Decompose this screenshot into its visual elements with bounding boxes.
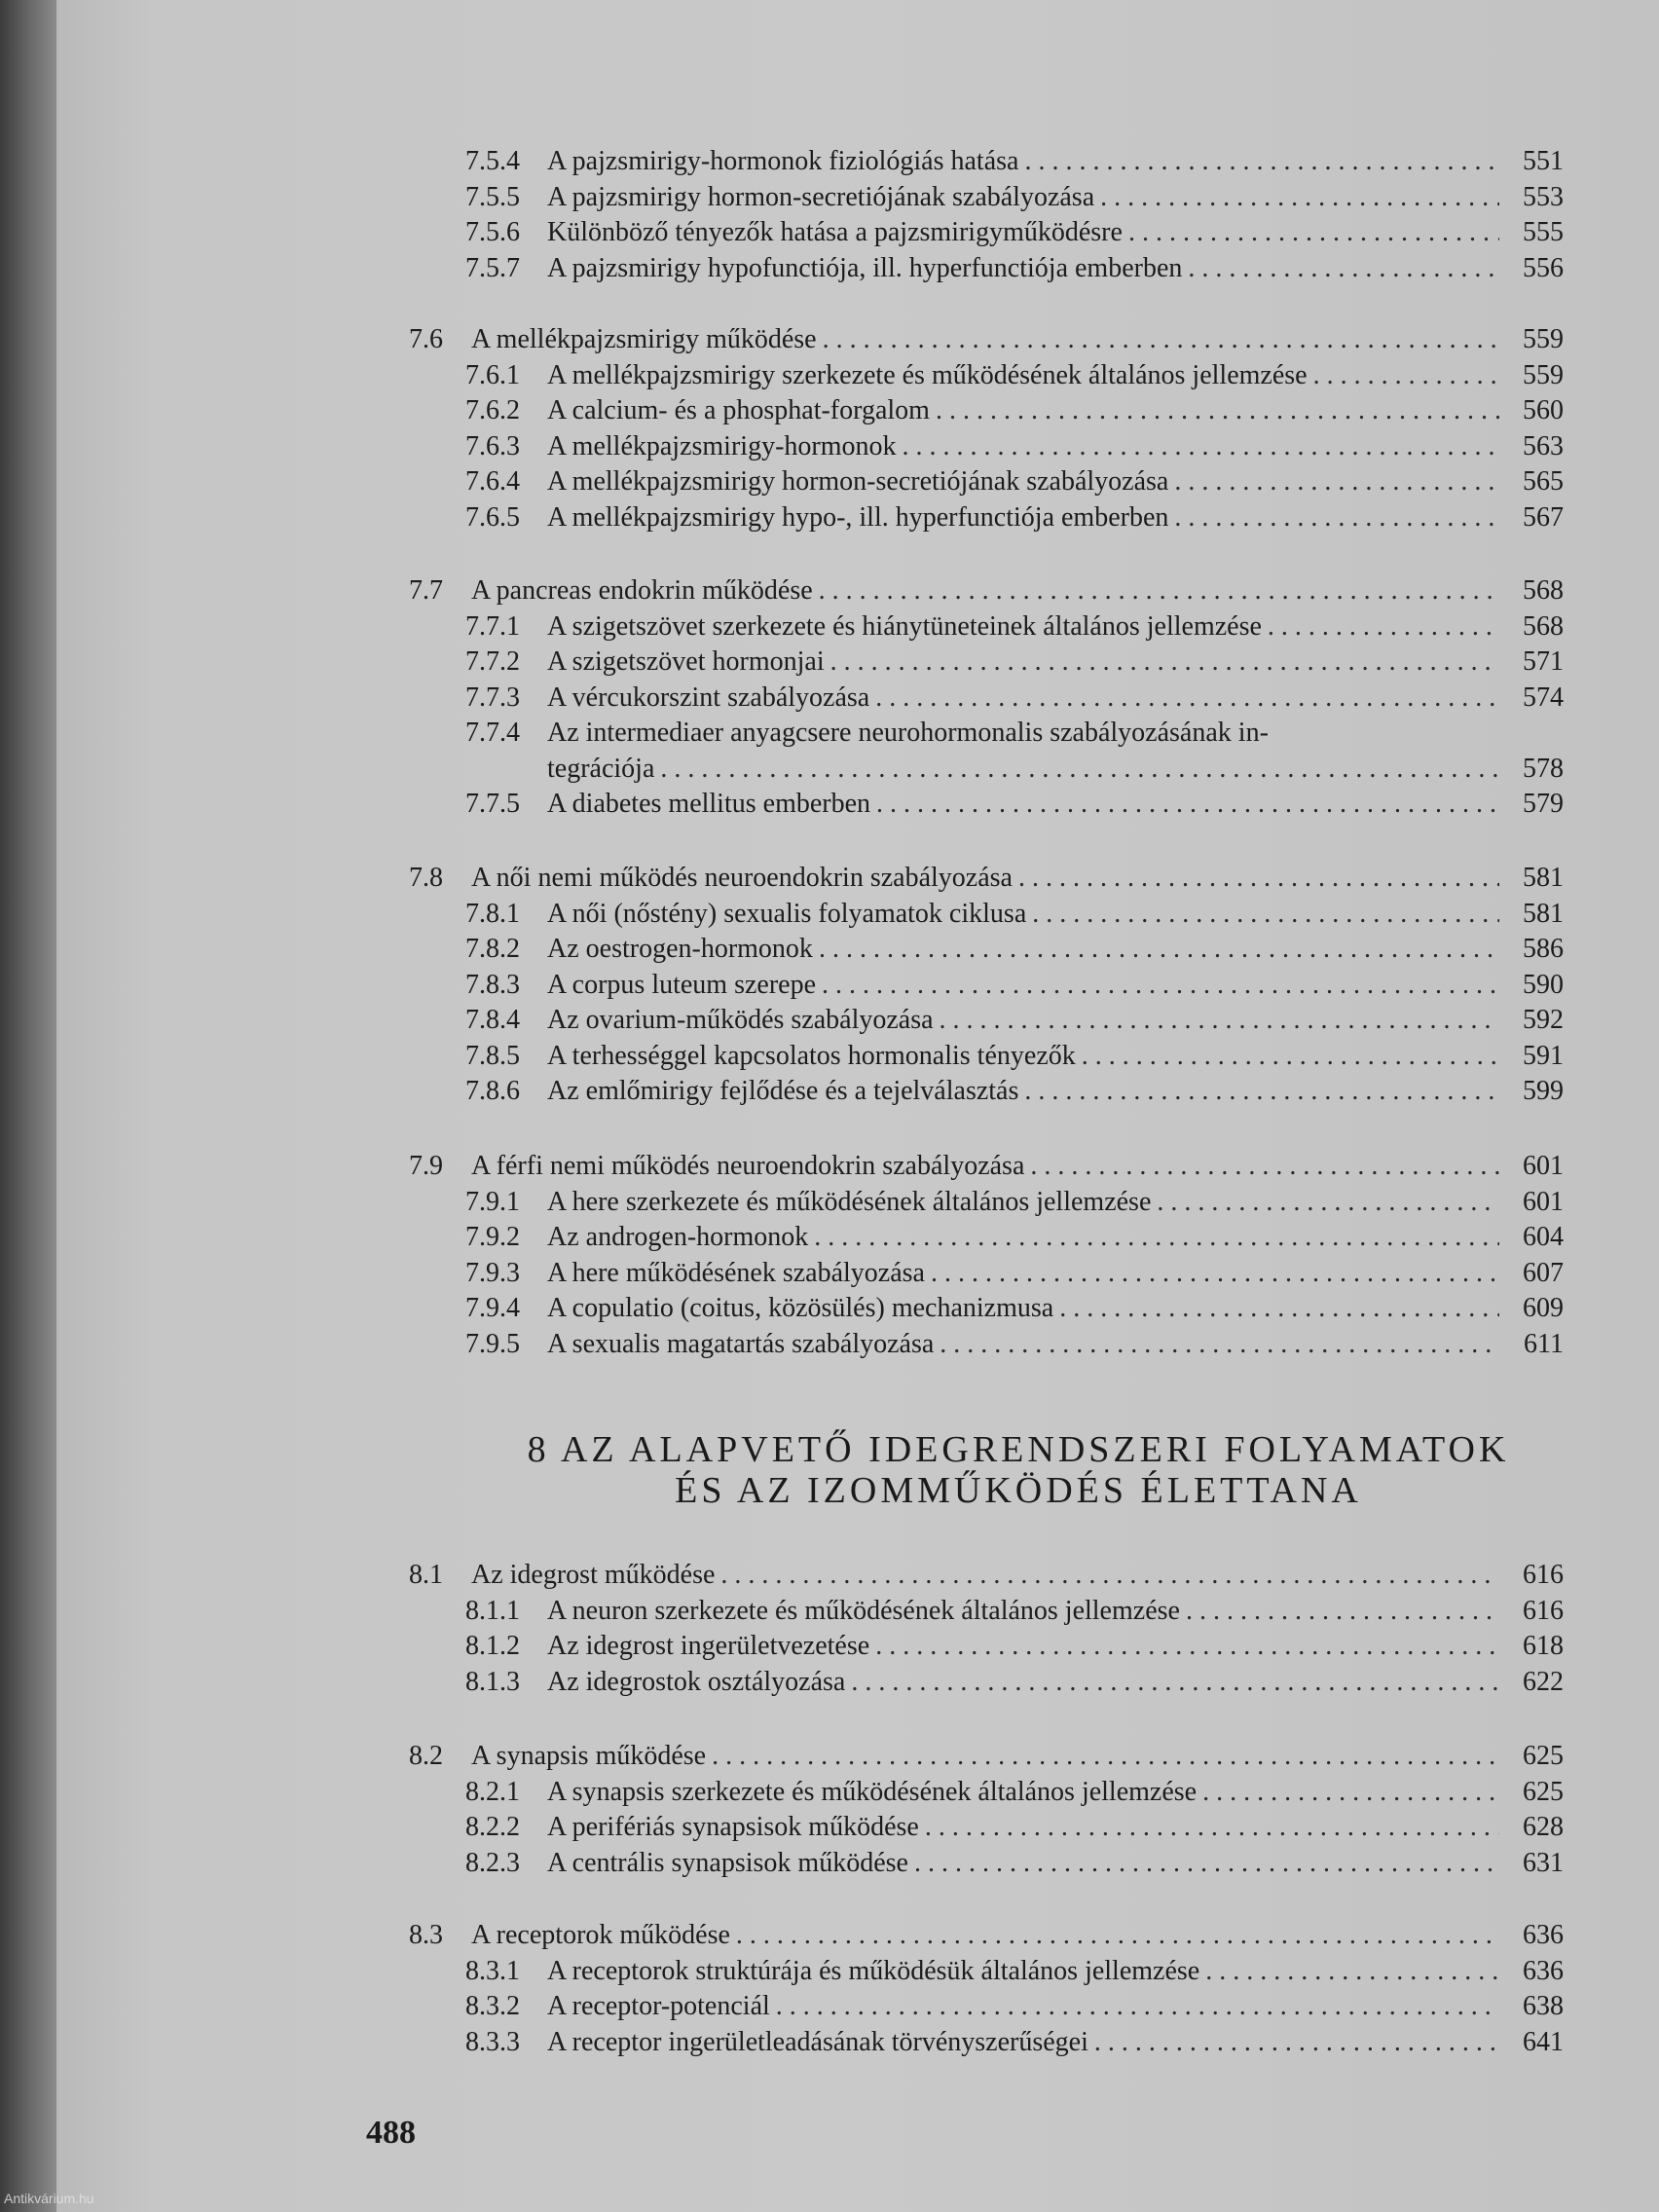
toc-dot-leader [1174, 500, 1499, 535]
toc-entry-number: 7.9.1 [465, 1186, 520, 1217]
toc-page-number: 568 [1523, 610, 1564, 642]
toc-entry-number: 7.8.6 [465, 1076, 520, 1106]
book-spine [0, 0, 56, 2212]
toc-dot-leader [1018, 861, 1499, 896]
toc-dot-leader [819, 573, 1499, 608]
toc-page-number: 611 [1524, 1328, 1564, 1359]
toc-subsection-entry [465, 1039, 1564, 1074]
toc-subsection-entry [465, 1629, 1564, 1664]
toc-page-number: 586 [1523, 934, 1564, 964]
toc-subsection-entry [465, 500, 1564, 535]
page-number: 488 [366, 2115, 416, 2151]
toc-entry-number: 8.3 [409, 1920, 443, 1950]
toc-entry-title: A receptorok struktúrája és működésük általános jellemzése [547, 1955, 1200, 1986]
toc-entry-number: 7.5.7 [465, 252, 520, 283]
toc-page-number: 560 [1523, 395, 1564, 425]
toc-dot-leader [1188, 251, 1499, 286]
toc-dot-leader [1059, 1291, 1499, 1326]
toc-entry-title: A sexualis magatartás szabályozása [547, 1328, 935, 1359]
toc-subsection-entry [465, 752, 1564, 787]
toc-dot-leader [903, 429, 1500, 464]
toc-entry-number: 7.5.5 [465, 181, 520, 212]
toc-dot-leader [1030, 1149, 1499, 1184]
toc-page-number: 568 [1523, 575, 1564, 606]
toc-entry-title: A receptor ingerületleadásának törvényszerűségei [547, 2026, 1088, 2057]
toc-entry-title: A corpus luteum szerepe [547, 969, 817, 1000]
toc-entry-title: A mellékpajzsmirigy működése [471, 324, 817, 354]
toc-entry-number: 8.1.3 [465, 1666, 520, 1697]
toc-entry-number: 8.2.3 [465, 1847, 520, 1878]
toc-subsection-entry [465, 897, 1564, 932]
toc-subsection-entry [465, 1291, 1564, 1326]
toc-entry-number: 7.7 [409, 575, 443, 606]
toc-entry-number: 7.7.4 [465, 718, 520, 748]
toc-page-number: 581 [1523, 863, 1564, 893]
toc-dot-leader [814, 1220, 1499, 1255]
toc-subsection-entry [465, 1775, 1564, 1810]
toc-dot-leader [875, 681, 1499, 716]
toc-dot-leader [823, 322, 1499, 357]
toc-subsection-entry [465, 968, 1564, 1003]
toc-entry-title: A centrális synapsisok működése [547, 1847, 908, 1878]
toc-entry-number: 7.8.1 [465, 898, 520, 929]
toc-entry-number: 7.7.3 [465, 682, 520, 713]
toc-page-number: 553 [1523, 181, 1564, 212]
toc-entry-number: 7.9.3 [465, 1257, 520, 1288]
toc-dot-leader [931, 1256, 1499, 1291]
toc-entry-title: Az androgen-hormonok [547, 1222, 809, 1252]
toc-entry-title: A szigetszövet szerkezete és hiánytüneteinek általános jellemzése [547, 610, 1262, 642]
toc-entry-number: 8.1 [409, 1560, 443, 1590]
toc-page-number: 601 [1523, 1186, 1564, 1217]
toc-entry-number: 8.1.1 [465, 1595, 520, 1626]
toc-page-number: 591 [1523, 1040, 1564, 1071]
toc-subsection-entry [465, 1665, 1564, 1700]
toc-dot-leader [925, 1810, 1499, 1845]
toc-entry-title: A mellékpajzsmirigy-hormonok [547, 430, 897, 461]
toc-subsection-entry [465, 144, 1564, 179]
toc-page-number: 604 [1523, 1222, 1564, 1252]
toc-entry-title: A copulatio (coitus, közösülés) mechanizmusa [547, 1293, 1054, 1323]
toc-entry-number: 7.6 [409, 324, 443, 354]
table-of-contents [56, 0, 1659, 2212]
toc-section-entry [409, 573, 1564, 608]
toc-page-number: 574 [1523, 682, 1564, 713]
toc-subsection-entry [465, 215, 1564, 250]
toc-entry-number: 7.6.2 [465, 395, 520, 425]
toc-subsection-entry [465, 464, 1564, 499]
toc-entry-title: A calcium- és a phosphat-forgalom [547, 395, 930, 425]
toc-entry-number: 7.7.1 [465, 610, 520, 642]
toc-dot-leader [1024, 144, 1499, 179]
toc-page-number: 622 [1523, 1666, 1564, 1697]
toc-entry-title: A vércukorszint szabályozása [547, 682, 870, 713]
toc-entry-number: 7.5.4 [465, 146, 520, 176]
toc-entry-title: A synapsis szerkezete és működésének általános jellemzése [547, 1776, 1198, 1807]
toc-page-number: 636 [1523, 1920, 1564, 1950]
toc-entry-title: A pancreas endokrin működése [471, 575, 813, 606]
toc-dot-leader [1202, 1775, 1499, 1810]
toc-subsection-entry [465, 1846, 1564, 1881]
toc-section-entry [409, 322, 1564, 357]
toc-entry-number: 8.3.1 [465, 1955, 520, 1986]
toc-page-number: 571 [1523, 646, 1564, 677]
toc-entry-title: A neuron szerkezete és működésének általános jellemzése [547, 1595, 1180, 1626]
toc-subsection-entry [465, 180, 1564, 215]
toc-entry-number: 7.9.2 [465, 1222, 520, 1252]
toc-entry-title: A diabetes mellitus emberben [547, 789, 871, 819]
toc-page-number: 551 [1523, 146, 1564, 176]
toc-entry-title: A mellékpajzsmirigy szerkezete és működésének általános jellemzése [547, 359, 1308, 390]
toc-subsection-entry [465, 645, 1564, 680]
toc-entry-number: 7.6.3 [465, 430, 520, 461]
toc-dot-leader [1268, 609, 1499, 645]
toc-entry-title: A perifériás synapsisok működése [547, 1812, 919, 1842]
toc-page-number: 578 [1523, 753, 1564, 784]
toc-dot-leader [940, 1327, 1499, 1362]
toc-subsection-entry [465, 1256, 1564, 1291]
toc-entry-title: Az emlőmirigy fejlődése és a tejelválasztás [547, 1076, 1019, 1106]
toc-entry-title: A here szerkezete és működésének általános jellemzése [547, 1186, 1152, 1217]
toc-page-number: 581 [1523, 898, 1564, 929]
toc-entry-title: A férfi nemi működés neuroendokrin szabályozása [471, 1151, 1025, 1181]
toc-page-number: 559 [1523, 359, 1564, 390]
toc-subsection-entry [465, 787, 1564, 822]
toc-page-number: 618 [1523, 1631, 1564, 1661]
toc-subsection-entry [465, 1327, 1564, 1362]
toc-entry-title: A here működésének szabályozása [547, 1257, 925, 1288]
toc-dot-leader [1313, 358, 1499, 393]
toc-page-number: 636 [1523, 1955, 1564, 1986]
toc-page-number: 609 [1523, 1293, 1564, 1323]
toc-entry-title: Az intermediaer anyagcsere neurohormonalis szabályozásának in- [547, 718, 1269, 748]
toc-entry-number: 7.8.2 [465, 934, 520, 964]
toc-subsection-entry [465, 393, 1564, 428]
toc-dot-leader [822, 968, 1499, 1003]
toc-page-number: 592 [1523, 1005, 1564, 1035]
toc-entry-number: 8.2 [409, 1741, 443, 1771]
toc-dot-leader [940, 1003, 1499, 1038]
toc-page-number: 579 [1523, 789, 1564, 819]
toc-page-number: 638 [1523, 1991, 1564, 2021]
toc-entry-number: 8.1.2 [465, 1631, 520, 1661]
toc-entry-number: 8.3.2 [465, 1991, 520, 2021]
toc-dot-leader [936, 393, 1499, 428]
toc-dot-leader [1094, 2025, 1499, 2060]
toc-dot-leader [914, 1846, 1499, 1881]
toc-entry-title: A pajzsmirigy-hormonok fiziológiás hatása [547, 146, 1019, 176]
chapter-heading-line-1: 8 AZ ALAPVETŐ IDEGRENDSZERI FOLYAMATOK [527, 1429, 1510, 1470]
toc-subsection-entry [465, 681, 1564, 716]
toc-dot-leader [1032, 897, 1499, 932]
toc-entry-number: 8.3.3 [465, 2026, 520, 2057]
toc-page-number: 556 [1523, 252, 1564, 283]
chapter-heading [473, 1429, 1564, 1511]
toc-entry-title: A pajzsmirigy hormon-secretiójának szabályozása [547, 181, 1095, 212]
toc-subsection-entry [465, 1594, 1564, 1629]
toc-subsection-entry [465, 1074, 1564, 1109]
toc-dot-leader [1082, 1039, 1499, 1074]
toc-entry-number: 8.2.1 [465, 1776, 520, 1807]
toc-entry-number: 7.7.2 [465, 646, 520, 677]
toc-dot-leader [1205, 1954, 1499, 1989]
toc-dot-leader [1024, 1074, 1499, 1109]
toc-dot-leader [776, 1989, 1499, 2024]
toc-entry-number: 7.9.4 [465, 1293, 520, 1323]
toc-entry-number: 7.6.1 [465, 359, 520, 390]
book-page [56, 0, 1659, 2212]
toc-page-number: 567 [1523, 501, 1564, 533]
toc-entry-title: A női (nőstény) sexualis folyamatok ciklusa [547, 898, 1027, 929]
toc-entry-title: A receptor-potenciál [547, 1991, 770, 2021]
toc-section-entry [409, 1558, 1564, 1593]
toc-entry-number: 7.6.5 [465, 501, 520, 533]
toc-page-number: 607 [1523, 1257, 1564, 1288]
toc-dot-leader [1186, 1594, 1499, 1629]
toc-subsection-entry [465, 1810, 1564, 1845]
toc-page-number: 625 [1523, 1741, 1564, 1771]
toc-entry-title: A mellékpajzsmirigy hormon-secretiójának szabályozása [547, 466, 1169, 497]
toc-page-number: 555 [1523, 217, 1564, 247]
toc-page-number: 616 [1523, 1595, 1564, 1626]
toc-dot-leader [819, 932, 1499, 967]
toc-page-number: 628 [1523, 1812, 1564, 1842]
toc-entry-number: 7.8.5 [465, 1040, 520, 1071]
toc-page-number: 563 [1523, 430, 1564, 461]
toc-section-entry [409, 1918, 1564, 1953]
toc-dot-leader [851, 1665, 1499, 1700]
toc-dot-leader [1174, 464, 1499, 499]
toc-entry-title: Az ovarium-működés szabályozása [547, 1005, 934, 1035]
toc-subsection-entry [465, 251, 1564, 286]
toc-subsection-entry [465, 932, 1564, 967]
toc-dot-leader [876, 787, 1499, 822]
toc-subsection-entry [465, 429, 1564, 464]
toc-page-number: 616 [1523, 1560, 1564, 1590]
toc-entry-title: A mellékpajzsmirigy hypo-, ill. hyperfunctiója emberben [547, 501, 1169, 533]
toc-entry-number: 7.9 [409, 1151, 443, 1181]
toc-entry-title: A synapsis működése [471, 1741, 707, 1771]
toc-subsection-entry [465, 609, 1564, 645]
toc-entry-title: Az oestrogen-hormonok [547, 934, 813, 964]
toc-dot-leader [660, 752, 1499, 787]
toc-page-number: 631 [1523, 1847, 1564, 1878]
toc-entry-title: A receptorok működése [471, 1920, 730, 1950]
watermark: Antikvárium.hu [4, 2191, 94, 2206]
toc-dot-leader [736, 1918, 1499, 1953]
toc-subsection-entry [465, 1185, 1564, 1220]
toc-dot-leader [875, 1629, 1499, 1664]
toc-subsection-entry [465, 1954, 1564, 1989]
toc-subsection-entry [465, 2025, 1564, 2060]
toc-page-number: 601 [1523, 1151, 1564, 1181]
chapter-heading-line-2: ÉS AZ IZOMMŰKÖDÉS ÉLETTANA [675, 1470, 1362, 1511]
toc-section-entry [409, 861, 1564, 896]
toc-entry-title: Az idegrostok osztályozása [547, 1666, 846, 1697]
toc-subsection-entry [465, 358, 1564, 393]
toc-entry-title: Az idegrost működése [471, 1560, 716, 1590]
toc-entry-title: Az idegrost ingerületvezetése [547, 1631, 870, 1661]
toc-page-number: 641 [1523, 2026, 1564, 2057]
toc-entry-title: A szigetszövet hormonjai [547, 646, 825, 677]
toc-dot-leader [1128, 215, 1499, 250]
toc-entry-number: 7.8.4 [465, 1005, 520, 1035]
toc-page-number: 565 [1523, 466, 1564, 497]
toc-entry-number: 8.2.2 [465, 1812, 520, 1842]
toc-entry-title: Különböző tényezők hatása a pajzsmirigyműködésre [547, 217, 1123, 247]
toc-dot-leader [712, 1739, 1499, 1774]
toc-dot-leader [1157, 1185, 1499, 1220]
toc-entry-number: 7.6.4 [465, 466, 520, 497]
toc-dot-leader [720, 1558, 1499, 1593]
toc-subsection-entry [465, 1989, 1564, 2024]
toc-page-number: 590 [1523, 969, 1564, 1000]
toc-entry-number: 7.5.6 [465, 217, 520, 247]
toc-page-number: 559 [1523, 324, 1564, 354]
toc-entry-title: tegrációja [547, 753, 655, 784]
toc-entry-number: 7.8 [409, 863, 443, 893]
toc-entry-title: A terhességgel kapcsolatos hormonalis tényezők [547, 1040, 1076, 1071]
toc-entry-number: 7.9.5 [465, 1328, 520, 1359]
toc-dot-leader [1100, 180, 1499, 215]
toc-section-entry [409, 1149, 1564, 1184]
toc-dot-leader [830, 645, 1499, 680]
toc-entry-title: A pajzsmirigy hypofunctiója, ill. hyperfunctiója emberben [547, 252, 1183, 283]
toc-section-entry [409, 1739, 1564, 1774]
toc-page-number: 625 [1523, 1776, 1564, 1807]
toc-subsection-entry [465, 716, 1564, 751]
toc-subsection-entry [465, 1220, 1564, 1255]
toc-entry-title: A női nemi működés neuroendokrin szabályozása [471, 863, 1013, 893]
toc-subsection-entry [465, 1003, 1564, 1038]
toc-entry-number: 7.7.5 [465, 789, 520, 819]
toc-page-number: 599 [1523, 1076, 1564, 1106]
toc-entry-number: 7.8.3 [465, 969, 520, 1000]
